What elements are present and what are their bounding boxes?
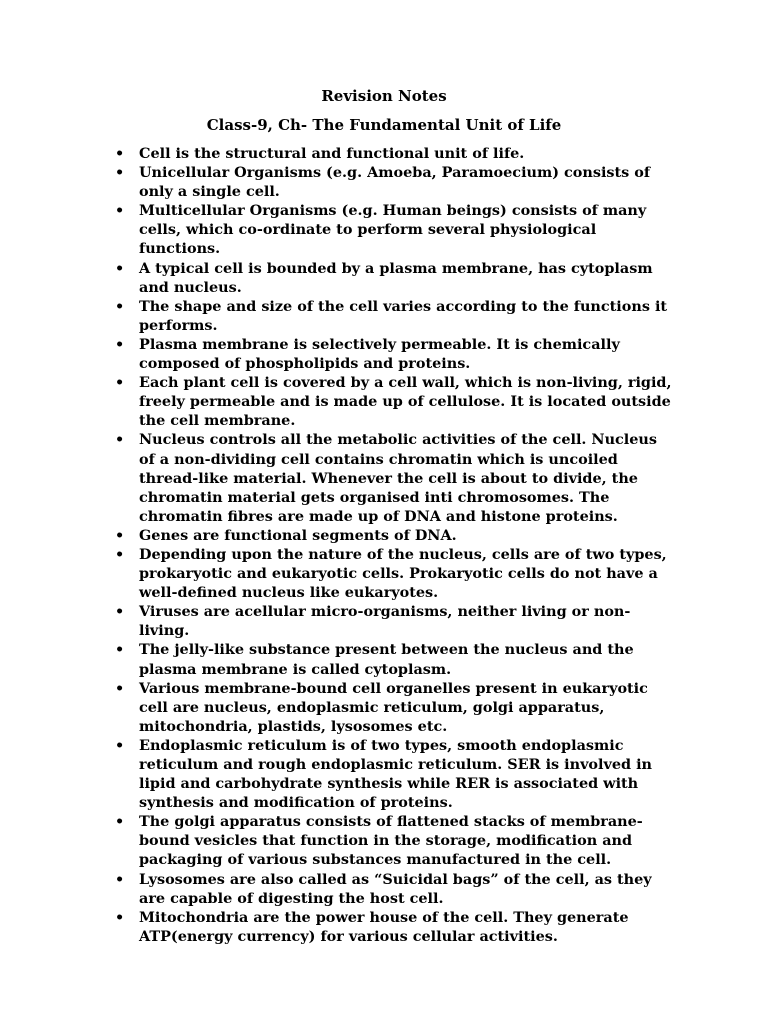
- document-title: Revision Notes: [321, 87, 447, 105]
- bullet-icon: •: [115, 374, 125, 392]
- note-text: Depending upon the nature of the nucleus, cells are of two types, prokaryotic and eukaryotic cells. Prokaryotic cells do not have a well-defined nucleus like eukaryotes.: [139, 545, 667, 602]
- note-text: Unicellular Organisms (e.g. Amoeba, Paramoecium) consists of only a single cell.: [139, 164, 651, 201]
- list-item: [115, 870, 677, 908]
- bullet-icon: •: [115, 335, 125, 353]
- list-item: [115, 908, 677, 946]
- note-text: The golgi apparatus consists of flattened stacks of membrane-bound vesicles that function in the storage, modification and packaging of various substances manufactured in the cell.: [139, 813, 643, 869]
- note-text: Multicellular Organisms (e.g. Human beings) consists of many cells, which co-ordinate to perform several physiological functions.: [139, 202, 647, 258]
- note-text: Lysosomes are also called as “Suicidal bags” of the cell, as they are capable of digesting the host cell.: [139, 870, 652, 907]
- bullet-icon: •: [115, 870, 125, 888]
- bullet-icon: •: [115, 603, 125, 621]
- list-item: [115, 373, 677, 430]
- list-item: [115, 163, 677, 201]
- bullet-icon: •: [115, 641, 125, 659]
- list-item: [115, 679, 677, 736]
- note-text: Each plant cell is covered by a cell wall, which is non-living, rigid, freely permeable and is made up of cellulose. It is located outside the cell membrane.: [139, 374, 672, 430]
- list-item: [115, 430, 677, 525]
- list-item: [115, 602, 677, 640]
- bullet-icon: •: [115, 736, 125, 754]
- bullet-icon: •: [115, 908, 125, 926]
- bullet-icon: •: [115, 431, 125, 449]
- list-item: [115, 297, 677, 335]
- note-text: Viruses are acellular micro-organisms, neither living or non-living.: [139, 603, 631, 640]
- bullet-icon: •: [115, 259, 125, 277]
- list-item: [115, 335, 677, 373]
- bullet-icon: •: [115, 679, 125, 697]
- list-item: [115, 736, 677, 812]
- note-text: Various membrane-bound cell organelles present in eukaryotic cell are nucleus, endoplasmic reticulum, golgi apparatus, mitochondria, plastids, lysosomes etc.: [139, 679, 648, 735]
- bullet-icon: •: [115, 813, 125, 831]
- note-text: Mitochondria are the power house of the cell. They generate ATP(energy currency) for various cellular activities.: [139, 908, 629, 945]
- note-text: Genes are functional segments of DNA.: [139, 526, 457, 544]
- bullet-icon: •: [115, 545, 125, 563]
- list-item: [115, 259, 677, 297]
- list-item: [115, 526, 677, 545]
- note-text: The shape and size of the cell varies according to the functions it performs.: [139, 297, 668, 334]
- note-text: Plasma membrane is selectively permeable. It is chemically composed of phospholipids and proteins.: [139, 335, 620, 373]
- document-subtitle: Class-9, Ch- The Fundamental Unit of Life: [206, 116, 562, 134]
- bullet-icon: •: [115, 202, 125, 220]
- notes-list: [115, 144, 677, 946]
- note-text: The jelly-like substance present between the nucleus and the plasma membrane is called cytoplasm.: [139, 641, 634, 678]
- note-text: A typical cell is bounded by a plasma membrane, has cytoplasm and nucleus.: [139, 259, 653, 296]
- note-text: Endoplasmic reticulum is of two types, smooth endoplasmic reticulum and rough endoplasmic reticulum. SER is involved in lipid and carbohydrate synthesis while RER is associated with synthesis and modification of proteins.: [139, 736, 653, 812]
- bullet-icon: •: [115, 297, 125, 315]
- bullet-icon: •: [115, 526, 125, 544]
- list-item: [115, 640, 677, 678]
- note-text: Nucleus controls all the metabolic activities of the cell. Nucleus of a non-dividing cell contains chromatin which is uncoiled thread-like material. Whenever the cell is about to divide, the chromatin material gets organised inti chromosomes. The chromatin fibres are made up of DNA and histone proteins.: [139, 431, 657, 525]
- list-item: [115, 201, 677, 258]
- list-item: [115, 812, 677, 869]
- bullet-icon: •: [115, 145, 125, 162]
- list-item: [115, 144, 677, 163]
- bullet-icon: •: [115, 164, 125, 182]
- list-item: [115, 545, 677, 602]
- note-text: Cell is the structural and functional unit of life.: [139, 145, 525, 162]
